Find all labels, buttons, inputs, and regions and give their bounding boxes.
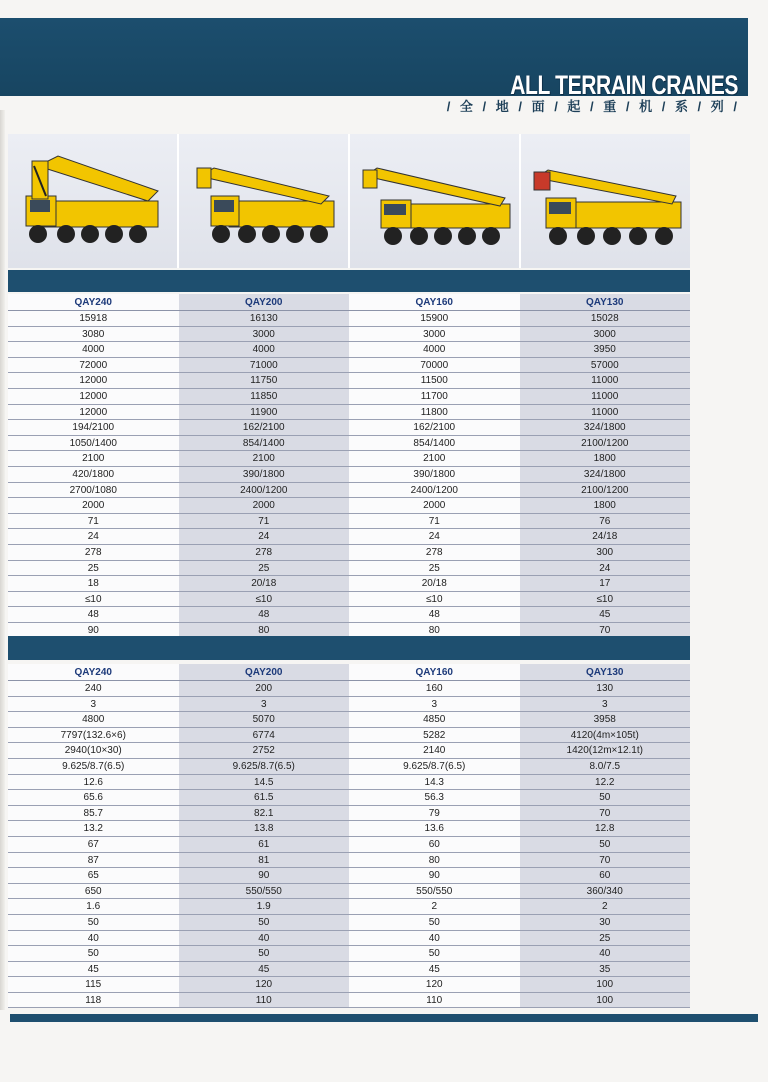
table-cell: 61.5 bbox=[179, 790, 350, 806]
table-cell: 9.625/8.7(6.5) bbox=[349, 759, 520, 775]
table-cell: 24/18 bbox=[520, 529, 691, 545]
table-cell: 160 bbox=[349, 681, 520, 697]
crane-truck-icon bbox=[355, 146, 515, 256]
table-cell: ≤10 bbox=[179, 592, 350, 608]
table-cell: 120 bbox=[349, 977, 520, 993]
table-cell: 67 bbox=[8, 837, 179, 853]
table-column bbox=[8, 294, 179, 638]
table-cell: 3 bbox=[520, 697, 691, 713]
column-header: QAY160 bbox=[349, 664, 520, 681]
table-cell: 65.6 bbox=[8, 790, 179, 806]
table-cell: 2100/1200 bbox=[520, 436, 691, 452]
table-cell: 4000 bbox=[8, 342, 179, 358]
table-cell: 24 bbox=[179, 529, 350, 545]
table-cell: 1800 bbox=[520, 451, 691, 467]
section-band-1 bbox=[8, 270, 690, 292]
table-cell: 50 bbox=[349, 946, 520, 962]
table-cell: 3 bbox=[349, 697, 520, 713]
table-cell: 57000 bbox=[520, 358, 691, 374]
table-column bbox=[349, 294, 520, 638]
table-cell: 2000 bbox=[8, 498, 179, 514]
table-cell: 200 bbox=[179, 681, 350, 697]
table-cell: 11750 bbox=[179, 373, 350, 389]
table-cell: 35 bbox=[520, 962, 691, 978]
table-cell: 2400/1200 bbox=[349, 483, 520, 499]
crane-truck-icon bbox=[526, 146, 686, 256]
table-cell: 3958 bbox=[520, 712, 691, 728]
table-cell: 40 bbox=[179, 931, 350, 947]
table-cell: 70 bbox=[520, 623, 691, 639]
table-cell: 90 bbox=[349, 868, 520, 884]
table-cell: 2940(10×30) bbox=[8, 743, 179, 759]
table-cell: 65 bbox=[8, 868, 179, 884]
table-cell: 40 bbox=[349, 931, 520, 947]
table-cell: 56.3 bbox=[349, 790, 520, 806]
table-cell: 650 bbox=[8, 884, 179, 900]
table-cell: 4000 bbox=[349, 342, 520, 358]
table-cell: 14.5 bbox=[179, 775, 350, 791]
table-cell: 45 bbox=[520, 607, 691, 623]
table-cell: 390/1800 bbox=[349, 467, 520, 483]
table-cell: 90 bbox=[8, 623, 179, 639]
table-cell: 1420(12m×12.1t) bbox=[520, 743, 691, 759]
table-column bbox=[349, 664, 520, 1008]
table-cell: 50 bbox=[520, 837, 691, 853]
table-cell: 13.8 bbox=[179, 821, 350, 837]
table-cell: 4800 bbox=[8, 712, 179, 728]
table-column bbox=[8, 664, 179, 1008]
table-cell: 360/340 bbox=[520, 884, 691, 900]
page-title: ALL TERRAIN CRANES bbox=[510, 70, 738, 100]
table-cell: 2700/1080 bbox=[8, 483, 179, 499]
crane-photo-strip bbox=[8, 134, 690, 268]
table-cell: 9.625/8.7(6.5) bbox=[179, 759, 350, 775]
table-cell: 17 bbox=[520, 576, 691, 592]
table-cell: 12.2 bbox=[520, 775, 691, 791]
page-subtitle: / 全 / 地 / 面 / 起 / 重 / 机 / 系 / 列 / bbox=[446, 99, 740, 114]
table-cell: 45 bbox=[349, 962, 520, 978]
table-cell: 50 bbox=[179, 946, 350, 962]
table-cell: 16130 bbox=[179, 311, 350, 327]
table-cell: 61 bbox=[179, 837, 350, 853]
table-cell: 71 bbox=[8, 514, 179, 530]
table-cell: 278 bbox=[179, 545, 350, 561]
table-cell: 25 bbox=[179, 561, 350, 577]
table-cell: 2100 bbox=[179, 451, 350, 467]
section-band-2 bbox=[8, 636, 690, 660]
table-cell: 15028 bbox=[520, 311, 691, 327]
table-cell: 5070 bbox=[179, 712, 350, 728]
table-cell: 3000 bbox=[520, 327, 691, 343]
table-cell: 71000 bbox=[179, 358, 350, 374]
table-cell: 85.7 bbox=[8, 806, 179, 822]
table-cell: 60 bbox=[349, 837, 520, 853]
table-cell: 13.6 bbox=[349, 821, 520, 837]
table-cell: 2100 bbox=[8, 451, 179, 467]
table-cell: 2000 bbox=[349, 498, 520, 514]
table-cell: 82.1 bbox=[179, 806, 350, 822]
table-cell: 50 bbox=[520, 790, 691, 806]
table-cell: 90 bbox=[179, 868, 350, 884]
table-column bbox=[520, 664, 691, 1008]
table-cell: 1050/1400 bbox=[8, 436, 179, 452]
column-header: QAY130 bbox=[520, 294, 691, 311]
table-cell: 120 bbox=[179, 977, 350, 993]
column-header: QAY240 bbox=[8, 664, 179, 681]
crane-photo-qay240 bbox=[8, 134, 177, 268]
table-cell: 240 bbox=[8, 681, 179, 697]
table-cell: 72000 bbox=[8, 358, 179, 374]
table-cell: 79 bbox=[349, 806, 520, 822]
table-cell: 324/1800 bbox=[520, 467, 691, 483]
table-cell: 40 bbox=[520, 946, 691, 962]
table-cell: 278 bbox=[8, 545, 179, 561]
table-cell: 118 bbox=[8, 993, 179, 1009]
table-cell: 115 bbox=[8, 977, 179, 993]
table-cell: 2 bbox=[520, 899, 691, 915]
table-cell: 12.8 bbox=[520, 821, 691, 837]
table-cell: 162/2100 bbox=[179, 420, 350, 436]
table-cell: 50 bbox=[8, 946, 179, 962]
table-cell: 162/2100 bbox=[349, 420, 520, 436]
table-cell: 6774 bbox=[179, 728, 350, 744]
table-column bbox=[179, 294, 350, 638]
table-cell: 50 bbox=[179, 915, 350, 931]
table-cell: 3 bbox=[179, 697, 350, 713]
table-cell: 70 bbox=[520, 806, 691, 822]
table-cell: 70 bbox=[520, 853, 691, 869]
table-cell: 60 bbox=[520, 868, 691, 884]
table-cell: 100 bbox=[520, 977, 691, 993]
table-cell: 420/1800 bbox=[8, 467, 179, 483]
table-cell: 80 bbox=[349, 853, 520, 869]
table-cell: 12.6 bbox=[8, 775, 179, 791]
spec-table-1 bbox=[8, 294, 690, 638]
table-cell: 20/18 bbox=[179, 576, 350, 592]
crane-photo-qay160 bbox=[350, 134, 519, 268]
table-cell: 3 bbox=[8, 697, 179, 713]
table-cell: 1.6 bbox=[8, 899, 179, 915]
column-header: QAY200 bbox=[179, 294, 350, 311]
table-cell: 11500 bbox=[349, 373, 520, 389]
table-cell: 30 bbox=[520, 915, 691, 931]
table-cell: 300 bbox=[520, 545, 691, 561]
table-cell: 11000 bbox=[520, 389, 691, 405]
table-cell: 2 bbox=[349, 899, 520, 915]
table-cell: 12000 bbox=[8, 405, 179, 421]
footer-band bbox=[10, 1014, 758, 1022]
table-cell: 11000 bbox=[520, 373, 691, 389]
table-cell: 40 bbox=[8, 931, 179, 947]
table-cell: 854/1400 bbox=[179, 436, 350, 452]
table-cell: 854/1400 bbox=[349, 436, 520, 452]
column-header: QAY240 bbox=[8, 294, 179, 311]
table-cell: 3000 bbox=[349, 327, 520, 343]
table-cell: ≤10 bbox=[8, 592, 179, 608]
table-cell: 12000 bbox=[8, 373, 179, 389]
table-cell: 81 bbox=[179, 853, 350, 869]
table-cell: 15918 bbox=[8, 311, 179, 327]
table-cell: 11900 bbox=[179, 405, 350, 421]
column-header: QAY130 bbox=[520, 664, 691, 681]
table-cell: 24 bbox=[520, 561, 691, 577]
table-cell: 80 bbox=[179, 623, 350, 639]
table-cell: 13.2 bbox=[8, 821, 179, 837]
table-cell: 25 bbox=[520, 931, 691, 947]
table-cell: 12000 bbox=[8, 389, 179, 405]
table-cell: 4000 bbox=[179, 342, 350, 358]
table-cell: 3000 bbox=[179, 327, 350, 343]
table-cell: 1800 bbox=[520, 498, 691, 514]
table-cell: 3950 bbox=[520, 342, 691, 358]
table-cell: 24 bbox=[349, 529, 520, 545]
crane-truck-icon bbox=[18, 146, 168, 256]
table-cell: 50 bbox=[349, 915, 520, 931]
table-cell: 9.625/8.7(6.5) bbox=[8, 759, 179, 775]
table-cell: 70000 bbox=[349, 358, 520, 374]
table-cell: 24 bbox=[8, 529, 179, 545]
crane-photo-qay200 bbox=[179, 134, 348, 268]
table-cell: 5282 bbox=[349, 728, 520, 744]
table-cell: 2140 bbox=[349, 743, 520, 759]
table-cell: 11800 bbox=[349, 405, 520, 421]
table-column bbox=[520, 294, 691, 638]
table-cell: 390/1800 bbox=[179, 467, 350, 483]
table-cell: 71 bbox=[349, 514, 520, 530]
table-cell: 550/550 bbox=[179, 884, 350, 900]
table-cell: 194/2100 bbox=[8, 420, 179, 436]
table-cell: 550/550 bbox=[349, 884, 520, 900]
table-cell: ≤10 bbox=[520, 592, 691, 608]
table-cell: 7797(132.6×6) bbox=[8, 728, 179, 744]
crane-truck-icon bbox=[189, 146, 339, 256]
table-cell: ≤10 bbox=[349, 592, 520, 608]
table-cell: 48 bbox=[179, 607, 350, 623]
table-cell: 2100 bbox=[349, 451, 520, 467]
table-cell: 48 bbox=[349, 607, 520, 623]
table-cell: 11000 bbox=[520, 405, 691, 421]
table-cell: 14.3 bbox=[349, 775, 520, 791]
table-cell: 15900 bbox=[349, 311, 520, 327]
column-header: QAY160 bbox=[349, 294, 520, 311]
crane-photo-qay130 bbox=[521, 134, 690, 268]
page-spine-shadow bbox=[0, 110, 5, 1010]
table-cell: 100 bbox=[520, 993, 691, 1009]
table-cell: 8.0/7.5 bbox=[520, 759, 691, 775]
table-cell: 278 bbox=[349, 545, 520, 561]
table-cell: 110 bbox=[179, 993, 350, 1009]
table-cell: 87 bbox=[8, 853, 179, 869]
table-cell: 76 bbox=[520, 514, 691, 530]
table-cell: 11700 bbox=[349, 389, 520, 405]
table-cell: 80 bbox=[349, 623, 520, 639]
table-cell: 4850 bbox=[349, 712, 520, 728]
table-cell: 4120(4m×105t) bbox=[520, 728, 691, 744]
table-cell: 130 bbox=[520, 681, 691, 697]
table-cell: 18 bbox=[8, 576, 179, 592]
table-cell: 11850 bbox=[179, 389, 350, 405]
table-cell: 3080 bbox=[8, 327, 179, 343]
spec-table-2 bbox=[8, 664, 690, 1008]
table-cell: 45 bbox=[179, 962, 350, 978]
table-cell: 2752 bbox=[179, 743, 350, 759]
table-cell: 25 bbox=[349, 561, 520, 577]
table-cell: 50 bbox=[8, 915, 179, 931]
table-cell: 324/1800 bbox=[520, 420, 691, 436]
table-cell: 110 bbox=[349, 993, 520, 1009]
table-cell: 48 bbox=[8, 607, 179, 623]
table-cell: 45 bbox=[8, 962, 179, 978]
table-column bbox=[179, 664, 350, 1008]
table-cell: 2000 bbox=[179, 498, 350, 514]
table-cell: 2400/1200 bbox=[179, 483, 350, 499]
table-cell: 20/18 bbox=[349, 576, 520, 592]
table-cell: 2100/1200 bbox=[520, 483, 691, 499]
table-cell: 71 bbox=[179, 514, 350, 530]
table-cell: 25 bbox=[8, 561, 179, 577]
column-header: QAY200 bbox=[179, 664, 350, 681]
table-cell: 1.9 bbox=[179, 899, 350, 915]
